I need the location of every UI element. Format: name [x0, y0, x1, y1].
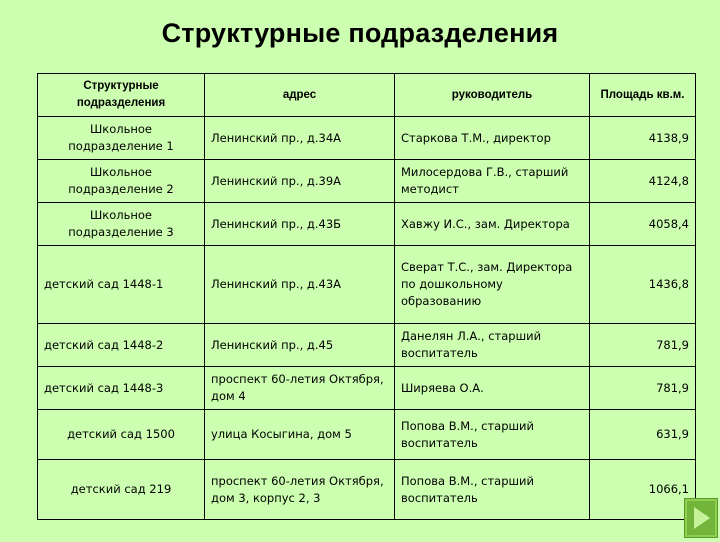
cell-address: проспект 60-летия Октября, дом 4: [205, 367, 395, 410]
cell-head: Данелян Л.А., старший воспитатель: [395, 324, 590, 367]
cell-address: Ленинский пр., д.39А: [205, 160, 395, 203]
cell-unit: Школьное подразделение 2: [38, 160, 205, 203]
cell-unit: детский сад 219: [38, 460, 205, 520]
cell-head: Хавжу И.С., зам. Директора: [395, 203, 590, 246]
cell-area: 781,9: [590, 324, 696, 367]
cell-area: 1436,8: [590, 246, 696, 324]
cell-address: Ленинский пр., д.45: [205, 324, 395, 367]
units-table: [37, 73, 696, 520]
cell-unit: Школьное подразделение 1: [38, 117, 205, 160]
table-row: [38, 410, 696, 460]
cell-unit: детский сад 1448-2: [38, 324, 205, 367]
header-head: руководитель: [395, 74, 590, 117]
cell-unit: Школьное подразделение 3: [38, 203, 205, 246]
cell-address: улица Косыгина, дом 5: [205, 410, 395, 460]
table-row: [38, 460, 696, 520]
cell-area: 631,9: [590, 410, 696, 460]
table-row: [38, 324, 696, 367]
next-slide-icon: [684, 498, 718, 538]
header-unit: Структурные подразделения: [38, 74, 205, 117]
cell-head: Старкова Т.М., директор: [395, 117, 590, 160]
cell-area: 1066,1: [590, 460, 696, 520]
cell-head: Попова В.М., старший воспитатель: [395, 460, 590, 520]
cell-head: Сверат Т.С., зам. Директора по дошкольному образованию: [395, 246, 590, 324]
cell-head: Попова В.М., старший воспитатель: [395, 410, 590, 460]
next-slide-button[interactable]: [684, 498, 718, 538]
header-area: Площадь кв.м.: [590, 74, 696, 117]
cell-head: Милосердова Г.В., старший методист: [395, 160, 590, 203]
table-header-row: [38, 74, 696, 117]
cell-area: 4058,4: [590, 203, 696, 246]
cell-area: 4138,9: [590, 117, 696, 160]
cell-address: Ленинский пр., д.34А: [205, 117, 395, 160]
cell-area: 781,9: [590, 367, 696, 410]
table-row: [38, 367, 696, 410]
cell-address: Ленинский пр., д.43А: [205, 246, 395, 324]
cell-unit: детский сад 1448-3: [38, 367, 205, 410]
table-row: [38, 246, 696, 324]
cell-area: 4124,8: [590, 160, 696, 203]
page-title: Структурные подразделения: [161, 18, 559, 48]
cell-head: Ширяева О.А.: [395, 367, 590, 410]
cell-unit: детский сад 1500: [38, 410, 205, 460]
header-address: адрес: [205, 74, 395, 117]
cell-address: проспект 60-летия Октября, дом 3, корпус 2, 3: [205, 460, 395, 520]
table-row: [38, 117, 696, 160]
table-row: [38, 203, 696, 246]
table-row: [38, 160, 696, 203]
cell-address: Ленинский пр., д.43Б: [205, 203, 395, 246]
cell-unit: детский сад 1448-1: [38, 246, 205, 324]
